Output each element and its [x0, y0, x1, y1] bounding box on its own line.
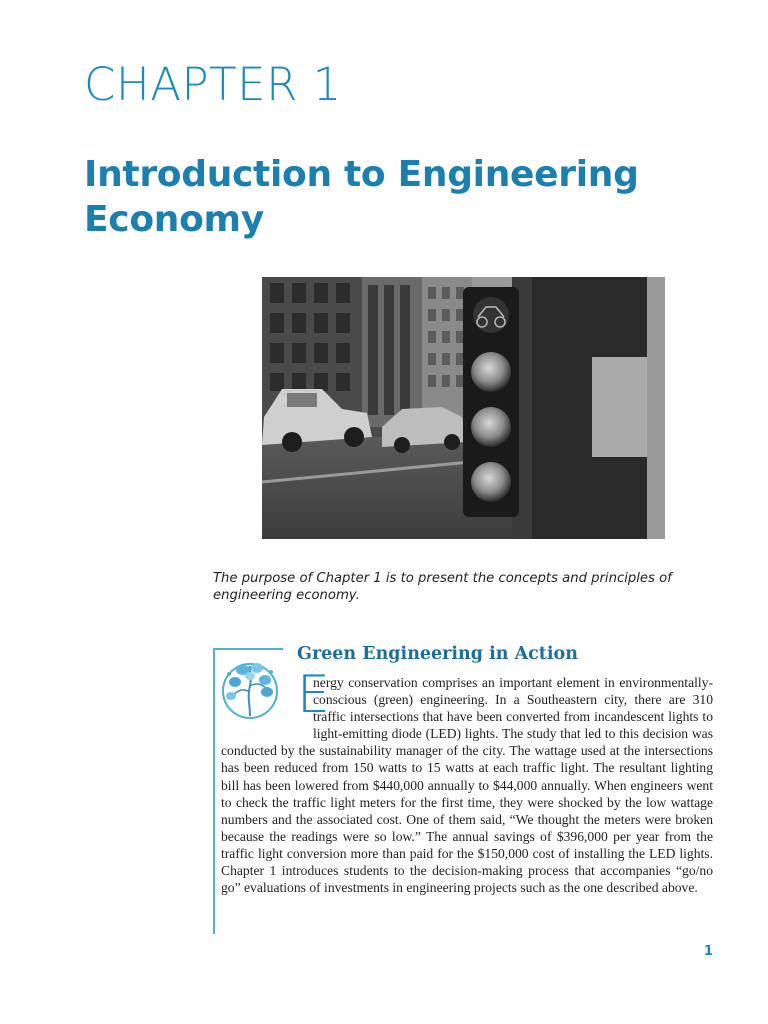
box-side-rule	[213, 648, 215, 934]
chapter-label: CHAPTER 1	[84, 58, 342, 111]
green-engineering-box	[213, 644, 713, 938]
box-top-rule	[213, 648, 283, 650]
page-number: 1	[704, 944, 714, 959]
drop-cap: E	[297, 665, 330, 725]
chapter-title: Introduction to Engineering Economy	[84, 154, 639, 240]
green-box-heading: Green Engineering in Action	[297, 644, 578, 664]
green-box-body	[221, 674, 713, 896]
traffic-light-photo	[262, 277, 665, 539]
green-box-body-text: nergy conservation comprises an important element in environmentally-conscious (green) engineering. In a Southeastern city, there are 310 traffic intersections that have been converted from incandescent lights to light-emitting diode (LED) lights. The study that led to this decision was conducted by the sustainability manager of the city. The wattage used at the intersections has been reduced from 150 watts to 15 watts at each traffic light. The resultant lighting bill has been lowered from $440,000 annually to $44,000 annually. When engineers went to check the traffic light meters for the first time, they were shocked by the low wattage numbers and the associated cost. One of them said, “We thought the meters were broken because the readings were so low.” The annual savings of $396,000 per year from the traffic light conversion more than paid for the $150,000 cost of installing the LED lights. Chapter 1 introduces students to the decision-making process that accompanies “go/no go” evaluations of investments in engineering projects such as the one described above.	[221, 675, 713, 896]
chapter-purpose: The purpose of Chapter 1 is to present the concepts and principles of engineering economy.	[213, 571, 672, 603]
